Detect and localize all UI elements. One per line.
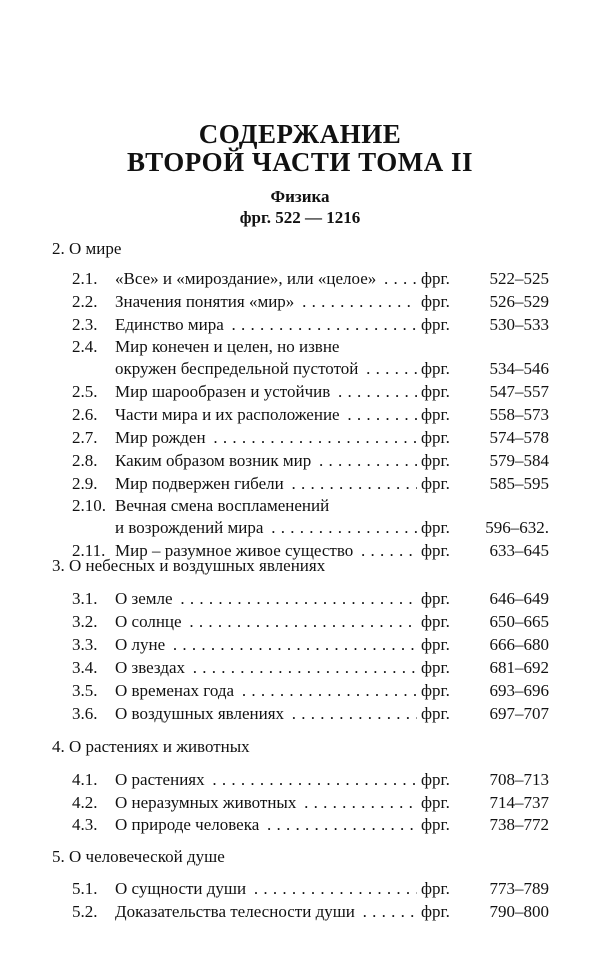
- toc-entry[interactable]: [0, 404, 600, 426]
- entry-title-line1: Вечная смена воспламенений: [115, 496, 330, 515]
- frg-label: фрг.: [421, 428, 450, 447]
- frg-label: фрг.: [421, 474, 450, 493]
- frg-label: фрг.: [421, 518, 450, 537]
- frg-label: фрг.: [421, 269, 450, 288]
- fragment-range: 714–737: [489, 793, 549, 812]
- fragment-range: 574–578: [489, 428, 549, 447]
- toc-entry-line1[interactable]: [0, 495, 600, 517]
- fragment-range: 697–707: [489, 704, 549, 723]
- entry-number: 2.10.: [72, 496, 106, 515]
- entry-title: Доказательства телесности души . . .: [115, 901, 417, 923]
- fragment-range: 708–713: [489, 770, 549, 789]
- toc-entry[interactable]: [0, 792, 600, 814]
- frg-label: фрг.: [421, 451, 450, 470]
- entry-title: О луне . . .: [115, 634, 417, 656]
- entry-number: 3.1.: [72, 589, 98, 608]
- entry-number: 5.2.: [72, 902, 98, 921]
- toc-entry[interactable]: [0, 657, 600, 679]
- frg-label: фрг.: [421, 541, 450, 560]
- toc-entry[interactable]: [0, 634, 600, 656]
- toc-entry[interactable]: [0, 291, 600, 313]
- fragment-range: 646–649: [489, 589, 549, 608]
- entry-number: 2.8.: [72, 451, 98, 470]
- section-heading: 3. О небесных и воздушных явлениях: [52, 556, 326, 575]
- frg-label: фрг.: [421, 815, 450, 834]
- toc-entry[interactable]: [0, 450, 600, 472]
- fragment-range: 738–772: [489, 815, 549, 834]
- entry-title: «Все» и «мироздание», или «целое» . . .: [115, 268, 417, 290]
- entry-number: 3.3.: [72, 635, 98, 654]
- toc-entry-line1[interactable]: [0, 336, 600, 358]
- toc-entry[interactable]: [0, 381, 600, 403]
- fragment-range: 522–525: [489, 269, 549, 288]
- entry-title: О земле . . .: [115, 588, 417, 610]
- toc-entry[interactable]: [0, 878, 600, 900]
- frg-label: фрг.: [421, 292, 450, 311]
- entry-number: 2.6.: [72, 405, 98, 424]
- fragment-range: 585–595: [489, 474, 549, 493]
- entry-title: Каким образом возник мир . . .: [115, 450, 417, 472]
- frg-label: фрг.: [421, 589, 450, 608]
- fragment-range: 650–665: [489, 612, 549, 631]
- frg-label: фрг.: [421, 879, 450, 898]
- entry-number: 5.1.: [72, 879, 98, 898]
- toc-entry[interactable]: [0, 901, 600, 923]
- toc-entry[interactable]: [0, 314, 600, 336]
- entry-title: Мир подвержен гибели . . .: [115, 473, 417, 495]
- section-heading: 5. О человеческой душе: [52, 847, 225, 866]
- fragment-range: 526–529: [489, 292, 549, 311]
- toc-entry[interactable]: [0, 473, 600, 495]
- frg-label: фрг.: [421, 612, 450, 631]
- entry-title: Мир шарообразен и устойчив . . .: [115, 381, 417, 403]
- entry-number: 4.2.: [72, 793, 98, 812]
- toc-entry[interactable]: [0, 680, 600, 702]
- entry-number: 2.9.: [72, 474, 98, 493]
- entry-title: Мир рожден . . .: [115, 427, 417, 449]
- frg-label: фрг.: [421, 658, 450, 677]
- toc-entry[interactable]: [0, 427, 600, 449]
- frg-label: фрг.: [421, 635, 450, 654]
- entry-title: О воздушных явлениях . . .: [115, 703, 417, 725]
- entry-number: 3.4.: [72, 658, 98, 677]
- frg-label: фрг.: [421, 704, 450, 723]
- entry-title: О сущности души . . .: [115, 878, 417, 900]
- frg-label: фрг.: [421, 382, 450, 401]
- toc-entry[interactable]: [0, 517, 600, 539]
- entry-title: и возрождений мира . . .: [115, 517, 417, 539]
- toc-entry[interactable]: [0, 703, 600, 725]
- entry-number: 4.3.: [72, 815, 98, 834]
- fragment-range: 666–680: [489, 635, 549, 654]
- fragment-range: 534–546: [489, 359, 549, 378]
- toc-entry[interactable]: [0, 268, 600, 290]
- subtitle-line2: фрг. 522 — 1216: [239, 208, 361, 227]
- subtitle-line1: Физика: [270, 187, 330, 206]
- entry-number: 2.3.: [72, 315, 98, 334]
- frg-label: фрг.: [421, 405, 450, 424]
- fragment-range: 790–800: [489, 902, 549, 921]
- section-heading: 2. О мире: [52, 239, 122, 258]
- fragment-range: 547–557: [489, 382, 549, 401]
- entry-title: Значения понятия «мир» . . .: [115, 291, 417, 313]
- frg-label: фрг.: [421, 902, 450, 921]
- entry-title: Мир – разумное живое существо . . .: [115, 540, 417, 562]
- entry-title: О временах года . . .: [115, 680, 417, 702]
- frg-label: фрг.: [421, 315, 450, 334]
- toc-entry[interactable]: [0, 358, 600, 380]
- entry-number: 3.6.: [72, 704, 98, 723]
- frg-label: фрг.: [421, 681, 450, 700]
- entry-number: 2.7.: [72, 428, 98, 447]
- entry-number: 2.11.: [72, 541, 106, 560]
- entry-title: О растениях . . .: [115, 769, 417, 791]
- fragment-range: 596–632.: [485, 518, 549, 537]
- toc-entry[interactable]: [0, 814, 600, 836]
- entry-number: 3.5.: [72, 681, 98, 700]
- entry-title-line1: Мир конечен и целен, но извне: [115, 337, 340, 356]
- entry-number: 2.5.: [72, 382, 98, 401]
- entry-title: О неразумных животных . . .: [115, 792, 417, 814]
- entry-number: 3.2.: [72, 612, 98, 631]
- page-title-line2: ВТОРОЙ ЧАСТИ ТОМА II: [126, 147, 474, 177]
- toc-entry[interactable]: [0, 769, 600, 791]
- fragment-range: 530–533: [489, 315, 549, 334]
- entry-title: О природе человека . . .: [115, 814, 417, 836]
- entry-number: 2.1.: [72, 269, 98, 288]
- entry-title: Части мира и их расположение . . .: [115, 404, 417, 426]
- fragment-range: 633–645: [489, 541, 549, 560]
- fragment-range: 558–573: [489, 405, 549, 424]
- entry-number: 4.1.: [72, 770, 98, 789]
- entry-title: Единство мира . . .: [115, 314, 417, 336]
- entry-number: 2.4.: [72, 337, 98, 356]
- entry-title: окружен беспредельной пустотой . . .: [115, 358, 417, 380]
- entry-title: О звездах . . .: [115, 657, 417, 679]
- entry-number: 2.2.: [72, 292, 98, 311]
- page-title-line1: СОДЕРЖАНИЕ: [198, 119, 402, 149]
- entry-title: О солнце . . .: [115, 611, 417, 633]
- fragment-range: 773–789: [489, 879, 549, 898]
- fragment-range: 681–692: [489, 658, 549, 677]
- fragment-range: 693–696: [489, 681, 549, 700]
- toc-entry[interactable]: [0, 588, 600, 610]
- frg-label: фрг.: [421, 793, 450, 812]
- fragment-range: 579–584: [489, 451, 549, 470]
- toc-entry[interactable]: [0, 611, 600, 633]
- section-heading: 4. О растениях и животных: [52, 737, 250, 756]
- frg-label: фрг.: [421, 359, 450, 378]
- frg-label: фрг.: [421, 770, 450, 789]
